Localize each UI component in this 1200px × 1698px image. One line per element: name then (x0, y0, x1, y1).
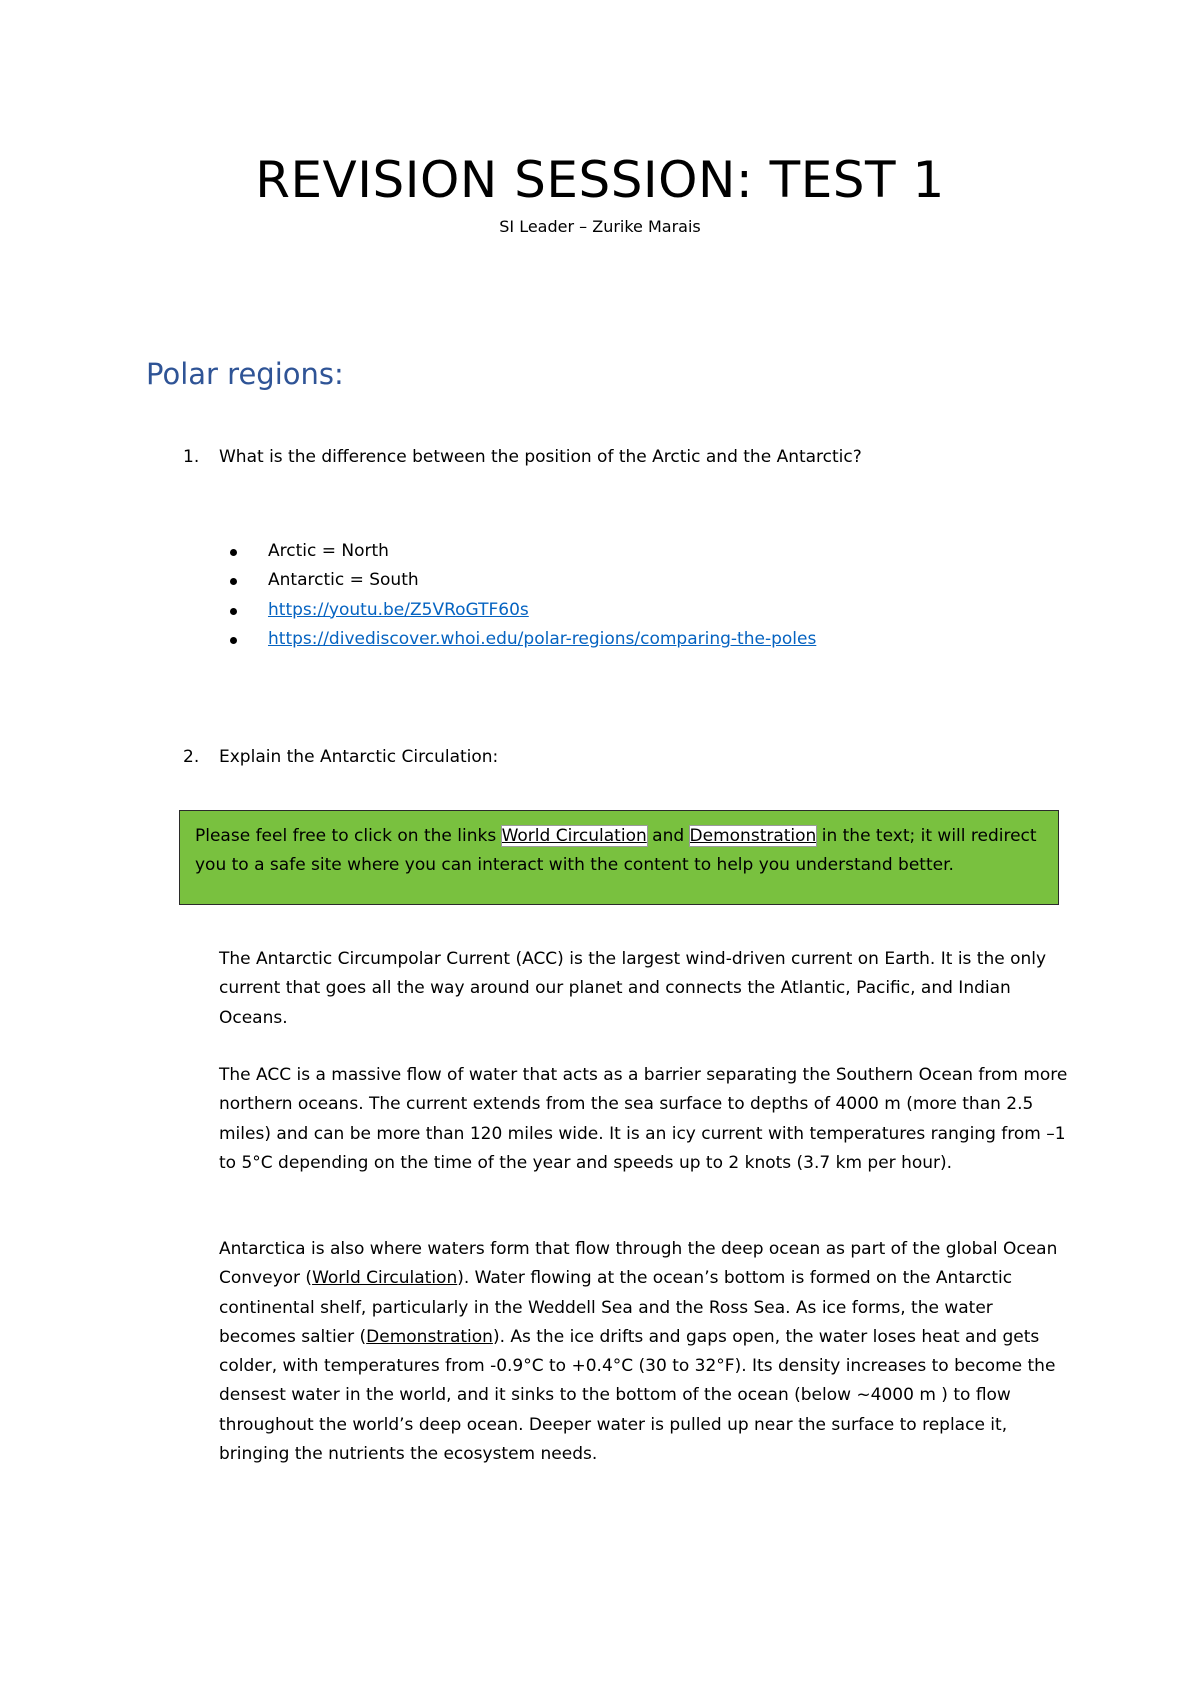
info-callout-box (179, 810, 1059, 905)
demonstration-link[interactable]: Demonstration (366, 1326, 493, 1347)
paragraph-deep-water (219, 1235, 1069, 1469)
question-1-answer-list (230, 537, 816, 654)
document-title: REVISION SESSION: TEST 1 (255, 151, 945, 209)
world-circulation-link[interactable]: World Circulation (312, 1268, 458, 1289)
bullet-icon (230, 549, 237, 556)
bullet-icon (230, 608, 237, 615)
callout-demonstration-link[interactable]: Demonstration (689, 826, 817, 846)
paragraph-acc-details: The ACC is a massive flow of water that acts as a barrier separating the Southern Ocean from more northern oceans. The current extends from the sea surface to depths of 4000 m (more than 2.5 miles) and can be more than 120 miles wide. It is an icy current with temperatures ranging from –1 to 5°C depending on the time of the year and speeds up to 2 knots (3.7 km per hour). (219, 1065, 1068, 1173)
paragraph-text: ). Water flowing at the ocean’s bottom is formed on the Antarctic continental shelf, particularly in the Weddell Sea and the Ross Sea. As ice forms, the water becomes saltier ( (219, 1268, 1013, 1347)
list-item (230, 625, 816, 654)
paragraph-text: Antarctica is also where waters form that flow through the deep ocean as part of the global Ocean Conveyor ( (219, 1239, 1058, 1289)
bullet-icon (230, 578, 237, 585)
question-1-number: 1. (183, 447, 200, 467)
list-item-text: Antarctic = South (268, 570, 419, 591)
callout-text-start: Please feel free to click on the links (195, 826, 502, 846)
question-1-text: What is the difference between the position of the Arctic and the Antarctic? (219, 447, 862, 467)
paragraph-acc-intro: The Antarctic Circumpolar Current (ACC) is the largest wind-driven current on Earth. It is the only current that goes all the way around our planet and connects the Atlantic, Pacific, and Indian Oceans. (219, 949, 1047, 1028)
youtube-link[interactable]: https://youtu.be/Z5VRoGTF60s (268, 599, 529, 620)
list-item (230, 596, 816, 625)
document-subtitle: SI Leader – Zurike Marais (499, 217, 701, 236)
callout-text-end: in the text; it will redirect you to a safe site where you can interact with the content to help you understand better. (195, 826, 1037, 876)
question-2 (183, 746, 498, 768)
list-item-text: Arctic = North (268, 541, 389, 561)
question-2-number: 2. (183, 747, 200, 767)
callout-world-circulation-link[interactable]: World Circulation (501, 826, 647, 846)
question-1 (183, 446, 862, 468)
section-heading: Polar regions: (146, 357, 344, 391)
divediscover-link[interactable]: https://divediscover.whoi.edu/polar-regions/comparing-the-poles (268, 628, 817, 649)
bullet-icon (230, 637, 237, 644)
question-2-text: Explain the Antarctic Circulation: (219, 747, 499, 767)
callout-text-and: and (646, 826, 690, 846)
list-item (230, 537, 816, 566)
paragraph-text: ). As the ice drifts and gaps open, the water loses heat and gets colder, with temperatures from -0.9°C to +0.4°C (30 to 32°F). Its density increases to become the densest water in the world, and it sinks to the bottom of the ocean (below ~4000 m ) to flow throughout the world’s deep ocean. Deeper water is pulled up near the surface to replace it, bringing the nutrients the ecosystem needs. (219, 1326, 1056, 1465)
list-item (230, 566, 816, 595)
